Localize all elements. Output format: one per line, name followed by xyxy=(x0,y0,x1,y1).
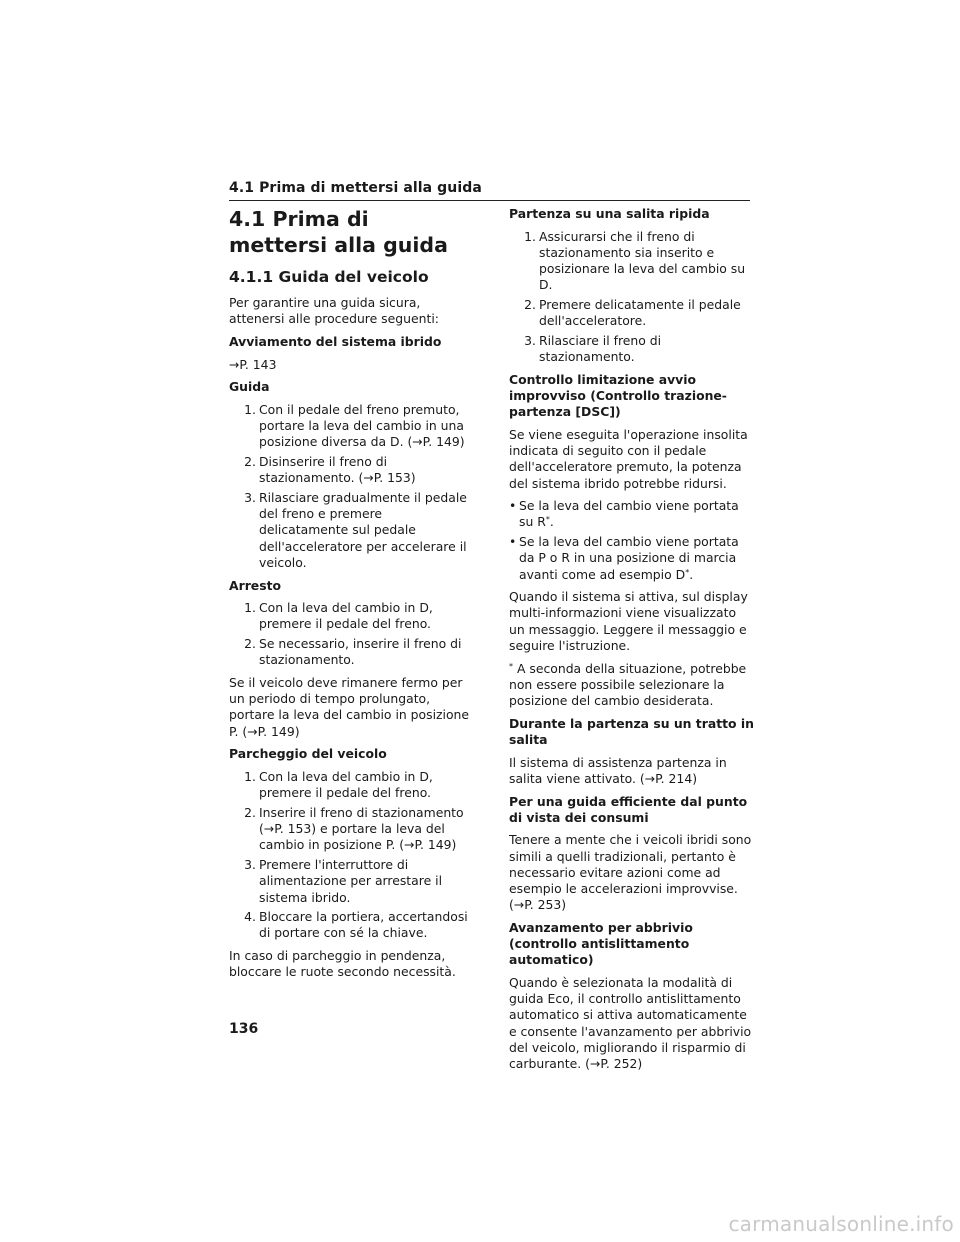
heading-abbrivio: Avanzamento per abbrivio (controllo antislittamento automatico) xyxy=(509,919,693,968)
dsc-bullets xyxy=(509,498,755,583)
efficiente-paragraph: Tenere a mente che i veicoli ibridi sono simili a quelli tradizionali, pertanto è necessario evitare azioni come ad esempio le accelerazioni improvvise. (→P. 253) xyxy=(509,832,752,913)
list-item: 2. Disinserire il freno di stazionamento. (→P. 153) xyxy=(244,454,416,486)
parcheggio-steps xyxy=(229,769,473,942)
list-item: 1. Assicurarsi che il freno di stazionamento sia inserito e posizionare la leva del cambio su D. xyxy=(524,228,746,293)
list-item: • Se la leva del cambio viene portata su R*. xyxy=(509,498,739,530)
page-reference: →P. 143 xyxy=(229,356,277,372)
heading-guida: Guida xyxy=(229,379,270,395)
heading-guida-efficiente: Per una guida efficiente dal punto di vista dei consumi xyxy=(509,793,748,825)
list-item: 2. Premere delicatamente il pedale dell'acceleratore. xyxy=(524,297,741,329)
list-item: 3. Rilasciare il freno di stazionamento. xyxy=(524,332,662,365)
list-item: 3. Premere l'interruttore di alimentazione per arrestare il sistema ibrido. xyxy=(244,857,443,905)
footnote-mark: * xyxy=(545,515,550,525)
parcheggio-note: In caso di parcheggio in pendenza, bloccare le ruote secondo necessità. xyxy=(229,948,456,980)
salita-steps xyxy=(509,229,755,366)
header-divider xyxy=(229,200,750,201)
arresto-note: Se il veicolo deve rimanere fermo per un periodo di tempo prolungato, portare la leva del cambio in posizione P. (→P. 149) xyxy=(229,675,470,739)
list-item: 1. Con la leva del cambio in D, premere il pedale del freno. xyxy=(244,600,433,632)
footnote: * A seconda della situazione, potrebbe non essere possibile selezionare la posizione del cambio desiderata. xyxy=(509,660,747,708)
list-item: 4. Bloccare la portiera, accertandosi di portare con sé la chiave. xyxy=(244,909,468,941)
heading-dsc: Controllo limitazione avvio improvviso (Controllo trazione-partenza [DSC]) xyxy=(509,371,727,420)
list-item: 2. Inserire il freno di stazionamento (→P. 153) e portare la leva del cambio in posizione P. (→P. 149) xyxy=(244,804,464,853)
right-column xyxy=(509,206,755,1079)
footnote-mark: * xyxy=(509,661,513,671)
guida-steps xyxy=(229,402,473,571)
running-header: 4.1 Prima di mettersi alla guida xyxy=(229,180,482,196)
arresto-steps xyxy=(229,600,473,668)
left-column xyxy=(229,206,473,987)
intro-paragraph: Per garantire una guida sicura, attenersi alle procedure seguenti: xyxy=(229,295,439,327)
abbrivio-paragraph: Quando è selezionata la modalità di guida Eco, il controllo antislittamento automatico si attiva automaticamente e consente l'avanzamento per abbrivio del veicolo, migliorando il risparmio di carburante. (→P. 252) xyxy=(509,975,752,1072)
list-item: • Se la leva del cambio viene portata da P o R in una posizione di marcia avanti come ad esempio D*. xyxy=(509,534,739,582)
heading-arresto: Arresto xyxy=(229,577,282,593)
watermark: carmanualsonline.info xyxy=(728,1212,954,1236)
list-item: 3. Rilasciare gradualmente il pedale del freno e premere delicatamente sul pedale dell'acceleratore per accelerare il veicolo. xyxy=(244,490,467,570)
heading-avviamento: Avviamento del sistema ibrido xyxy=(229,333,442,349)
list-item: 1. Con il pedale del freno premuto, portare la leva del cambio in una posizione diversa da D. (→P. 149) xyxy=(244,402,465,450)
dsc-paragraph: Se viene eseguita l'operazione insolita indicata di seguito con il pedale dell'acceleratore premuto, la potenza del sistema ibrido potrebbe ridursi. xyxy=(509,426,748,491)
tratto-paragraph: Il sistema di assistenza partenza in salita viene attivato. (→P. 214) xyxy=(509,754,727,786)
section-title: 4.1 Prima di mettersi alla guida xyxy=(229,207,448,257)
list-item: 2. Se necessario, inserire il freno di stazionamento. xyxy=(244,636,462,668)
dsc-after-paragraph: Quando il sistema si attiva, sul display multi-informazioni viene visualizzato un messaggio. Leggere il messaggio e seguire l'istruzione. xyxy=(509,589,748,653)
heading-parcheggio: Parcheggio del veicolo xyxy=(229,746,387,762)
heading-tratto-salita: Durante la partenza su un tratto in salita xyxy=(509,715,754,747)
page-number: 136 xyxy=(229,1021,259,1037)
heading-salita: Partenza su una salita ripida xyxy=(509,206,710,221)
footnote-mark: * xyxy=(685,567,690,577)
list-item: 1. Con la leva del cambio in D, premere il pedale del freno. xyxy=(244,769,433,801)
subsection-title: 4.1.1 Guida del veicolo xyxy=(229,268,429,286)
